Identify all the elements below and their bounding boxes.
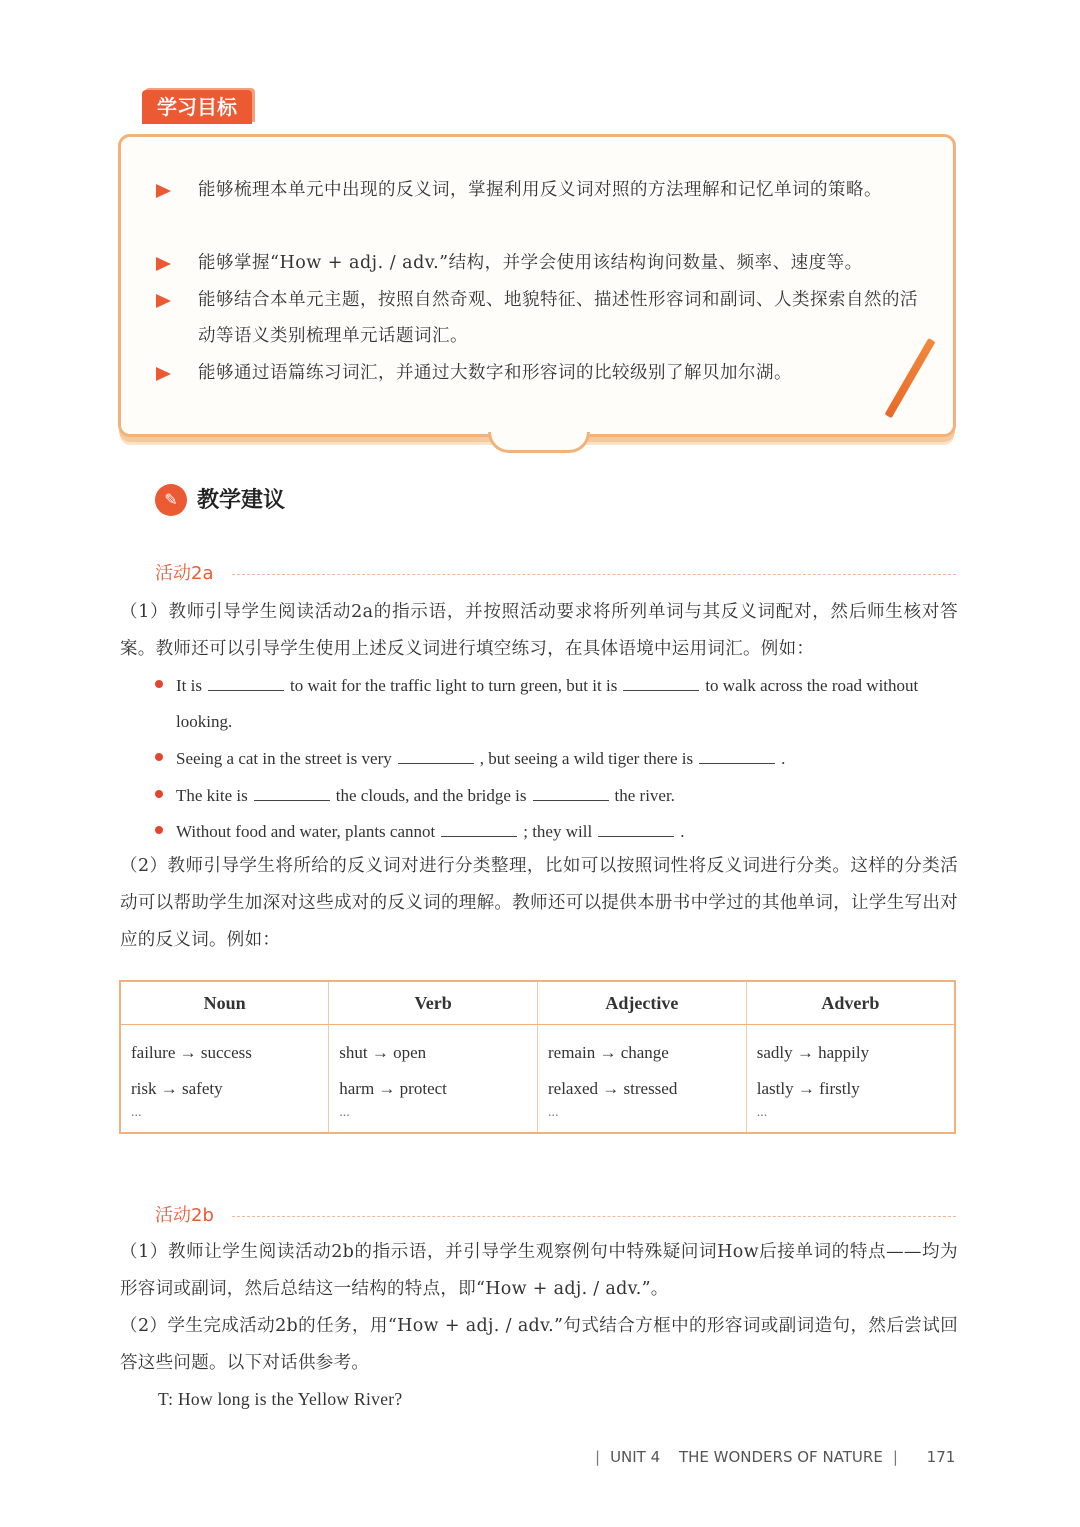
answer-blank[interactable] bbox=[533, 780, 609, 801]
example-sentence: Without food and water, plants cannot ; they will . bbox=[155, 814, 955, 850]
goal-item bbox=[156, 245, 926, 281]
goal-text: 能够梳理本单元中出现的反义词，掌握利用反义词对照的方法理解和记忆单词的策略。 bbox=[198, 180, 882, 200]
bullet-dot-icon bbox=[155, 790, 163, 798]
arrow-bullet-icon bbox=[156, 184, 171, 198]
table-cell: remain → change relaxed → stressed ... bbox=[538, 1025, 747, 1134]
bullet-dot-icon bbox=[155, 826, 163, 834]
table-cell: shut → open harm → protect ... bbox=[329, 1025, 538, 1134]
arrow-bullet-icon bbox=[156, 294, 171, 308]
section-title: 教学建议 bbox=[197, 488, 286, 513]
activity-2b-paragraph-1: （1）教师让学生阅读活动2b的指示语，并引导学生观察例句中特殊疑问词How后接单词的特点——均为形容词或副词，然后总结这一结构的特点，即“How + adj. / adv.”。 bbox=[120, 1242, 958, 1299]
activity-2b-paragraph-2: （2）学生完成活动2b的任务，用“How + adj. / adv.”句式结合方框中的形容词或副词造句，然后尝试回答这些问题。以下对话供参考。 bbox=[120, 1316, 958, 1373]
activity-2a-paragraph-2: （2）教师引导学生将所给的反义词对进行分类整理，比如可以按照词性将反义词进行分类。这样的分类活动可以帮助学生加深对这些成对的反义词的理解。教师还可以提供本册书中学过的其他单词，让学生写出对应的反义词。例如： bbox=[120, 856, 958, 950]
answer-blank[interactable] bbox=[398, 743, 474, 764]
answer-blank[interactable] bbox=[623, 670, 699, 691]
goal-text: 能够掌握“How + adj. / adv.”结构，并学会使用该结构询问数量、频率、速度等。 bbox=[198, 253, 863, 273]
antonym-table bbox=[119, 980, 956, 1134]
table-header: Noun bbox=[120, 981, 329, 1025]
divider bbox=[232, 574, 956, 575]
table-header: Adjective bbox=[538, 981, 747, 1025]
answer-blank[interactable] bbox=[699, 743, 775, 764]
example-sentence: The kite is the clouds, and the bridge is the river. bbox=[155, 778, 955, 814]
speech-bubble-icon: ✎ bbox=[155, 484, 187, 516]
arrow-bullet-icon bbox=[156, 367, 171, 381]
page-number: 171 bbox=[926, 1448, 956, 1466]
example-sentence: Seeing a cat in the street is very , but seeing a wild tiger there is . bbox=[155, 741, 955, 777]
answer-blank[interactable] bbox=[441, 816, 517, 837]
goal-item bbox=[156, 355, 926, 391]
table-header: Verb bbox=[329, 981, 538, 1025]
example-sentence: It is to wait for the traffic light to turn green, but it is to walk across the road without looking. bbox=[155, 668, 955, 740]
goal-text: 能够通过语篇练习词汇，并通过大数字和形容词的比较级别了解贝加尔湖。 bbox=[198, 363, 792, 383]
table-cell: failure → success risk → safety ... bbox=[120, 1025, 329, 1134]
unit-label: UNIT 4 bbox=[610, 1448, 661, 1466]
goal-item bbox=[156, 172, 926, 208]
bullet-dot-icon bbox=[155, 753, 163, 761]
goals-box-notch bbox=[488, 432, 590, 453]
table-header: Adverb bbox=[746, 981, 955, 1025]
goal-text: 能够结合本单元主题，按照自然奇观、地貌特征、描述性形容词和副词、人类探索自然的活动等语义类别梳理单元话题词汇。 bbox=[198, 290, 918, 346]
learning-goals-tab: 学习目标 bbox=[142, 90, 252, 124]
answer-blank[interactable] bbox=[598, 816, 674, 837]
activity-2b-heading: 活动2b bbox=[155, 1205, 214, 1226]
table-cell: sadly → happily lastly → firstly ... bbox=[756, 1043, 870, 1120]
arrow-bullet-icon bbox=[156, 257, 171, 271]
goal-item bbox=[156, 282, 926, 354]
page-footer: | UNIT 4 THE WONDERS OF NATURE | 171 bbox=[595, 1448, 956, 1466]
answer-blank[interactable] bbox=[208, 670, 284, 691]
activity-2a-heading: 活动2a bbox=[155, 563, 214, 584]
activity-2a-paragraph-1: （1）教师引导学生阅读活动2a的指示语，并按照活动要求将所列单词与其反义词配对，然后师生核对答案。教师还可以引导学生使用上述反义词进行填空练习，在具体语境中运用词汇。例如： bbox=[120, 602, 958, 659]
unit-title: THE WONDERS OF NATURE bbox=[678, 1448, 883, 1466]
divider bbox=[232, 1216, 956, 1217]
dialogue-line: T: How long is the Yellow River? bbox=[158, 1389, 403, 1409]
answer-blank[interactable] bbox=[254, 780, 330, 801]
bullet-dot-icon bbox=[155, 680, 163, 688]
